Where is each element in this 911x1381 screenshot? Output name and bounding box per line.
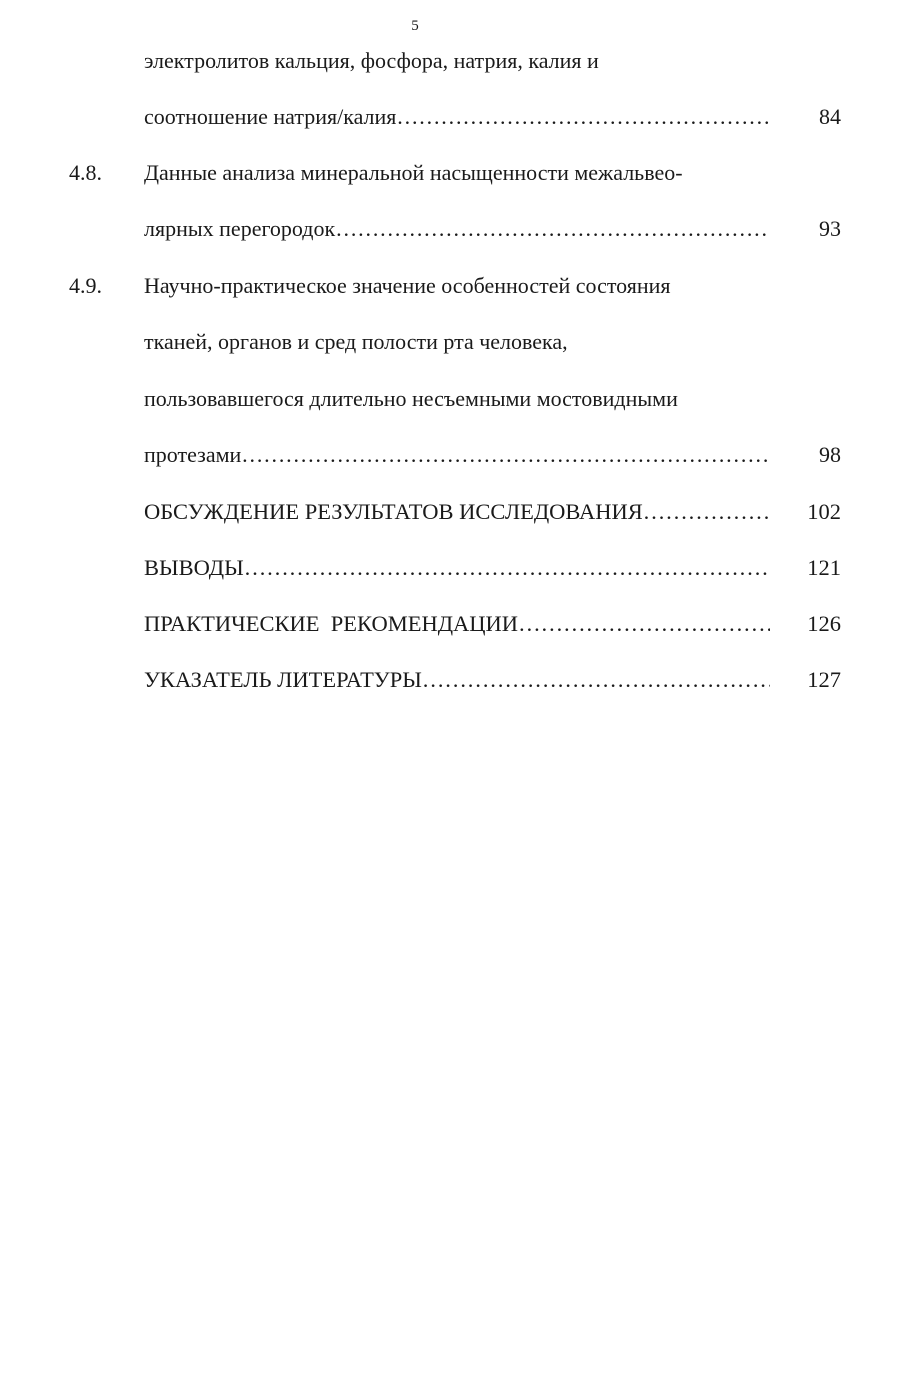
page-number: 5 (411, 18, 419, 34)
toc-entry-text: ПРАКТИЧЕСКИЕ РЕКОМЕНДАЦИИ (144, 611, 519, 636)
dot-leader (244, 552, 770, 584)
toc-page-ref: 98 (819, 442, 841, 467)
toc-line (0, 213, 911, 245)
dot-leader (643, 496, 770, 528)
toc-line (0, 157, 911, 189)
toc-line (0, 101, 911, 133)
toc-entry-text: электролитов кальция, фосфора, натрия, калия и (144, 48, 599, 73)
toc-page-ref: 126 (807, 611, 841, 636)
toc-line (0, 664, 911, 696)
toc-leader (144, 608, 770, 640)
toc-entry-text: УКАЗАТЕЛЬ ЛИТЕРАТУРЫ (144, 667, 422, 692)
toc-entry-text: Данные анализа минеральной насыщенности межальвео- (144, 160, 683, 185)
toc-line (0, 270, 911, 302)
toc-entry-text: соотношение натрия/калия (144, 104, 397, 129)
toc-leader (144, 213, 770, 245)
toc-line (0, 608, 911, 640)
toc-entry-text: тканей, органов и сред полости рта человека, (144, 329, 568, 354)
toc-leader (144, 664, 770, 696)
toc-page-ref: 93 (819, 216, 841, 241)
toc-line (0, 326, 911, 358)
toc-leader (144, 439, 770, 471)
toc-line (0, 45, 911, 77)
toc-leader (144, 101, 770, 133)
toc-entry-text: лярных перегородок (144, 216, 336, 241)
dot-leader (422, 664, 770, 696)
toc-entry-text: протезами (144, 442, 242, 467)
dot-leader (241, 439, 770, 471)
toc-line (0, 552, 911, 584)
toc-page-ref: 121 (807, 555, 841, 580)
section-number: 4.8. (69, 160, 102, 185)
toc-line (0, 496, 911, 528)
toc-entry-text: ОБСУЖДЕНИЕ РЕЗУЛЬТАТОВ ИССЛЕДОВАНИЯ (144, 499, 643, 524)
section-number: 4.9. (69, 273, 102, 298)
dot-leader (518, 608, 770, 640)
dot-leader (396, 101, 770, 133)
toc-line (0, 383, 911, 415)
toc-leader (144, 552, 770, 584)
toc-entry-text: Научно-практическое значение особенностей состояния (144, 273, 671, 298)
dot-leader (335, 213, 770, 245)
toc-entry-text: ВЫВОДЫ (144, 555, 244, 580)
toc-page-ref: 84 (819, 104, 841, 129)
toc-entry-text: пользовавшегося длительно несъемными мостовидными (144, 386, 678, 411)
toc-leader (144, 496, 770, 528)
toc-line (0, 439, 911, 471)
toc-page-ref: 102 (807, 499, 841, 524)
toc-page-ref: 127 (807, 667, 841, 692)
